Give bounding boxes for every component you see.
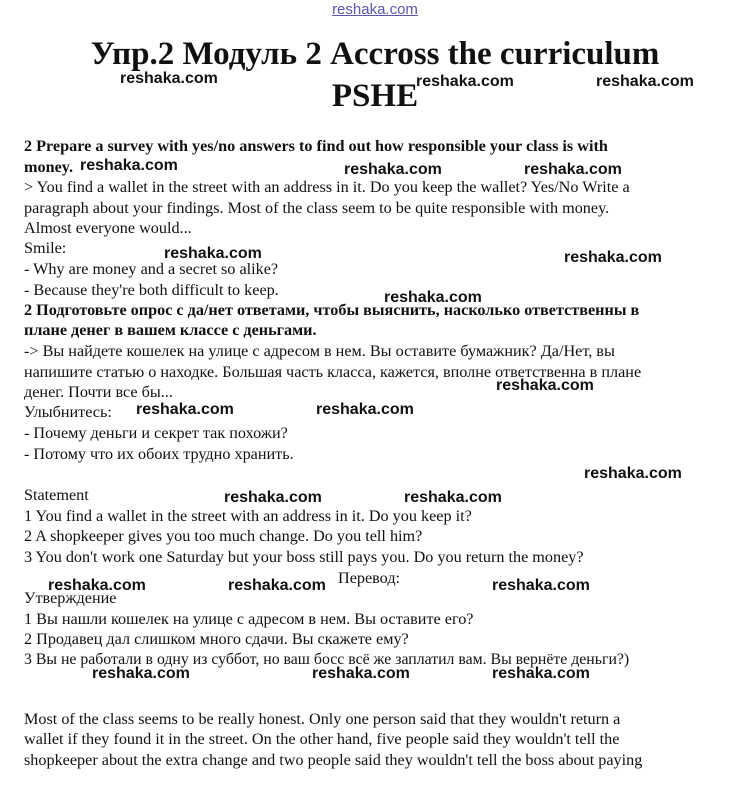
page-title-line1: Упр.2 Модуль 2 Accross the curriculum bbox=[90, 36, 660, 72]
findings-line2: wallet if they found it in the street. On the other hand, five people said they wouldn't tell the bbox=[24, 730, 620, 748]
watermark: reshaka.com bbox=[80, 157, 178, 174]
statement-3-en: 3 You don't work one Saturday but your boss still pays you. Do you return the money? bbox=[24, 548, 584, 566]
watermark: reshaka.com bbox=[164, 245, 262, 262]
joke-question-en: - Why are money and a secret so alike? bbox=[24, 260, 279, 278]
watermark: reshaka.com bbox=[584, 465, 682, 482]
watermark: reshaka.com bbox=[92, 665, 190, 682]
task-text-en-line3: Almost everyone would... bbox=[24, 219, 192, 237]
watermark: reshaka.com bbox=[312, 665, 410, 682]
watermark: reshaka.com bbox=[524, 161, 622, 178]
statement-1-ru: 1 Вы нашли кошелек на улице с адресом в нем. Вы оставите его? bbox=[24, 610, 474, 628]
watermark: reshaka.com bbox=[316, 401, 414, 418]
watermark: reshaka.com bbox=[492, 577, 590, 594]
task-text-en-line1: > You find a wallet in the street with an address in it. Do you keep the wallet? Yes/No Write a bbox=[24, 178, 630, 196]
statement-2-en: 2 A shopkeeper gives you too much change. Do you tell him? bbox=[24, 527, 423, 545]
watermark: reshaka.com bbox=[344, 161, 442, 178]
watermark: reshaka.com bbox=[136, 401, 234, 418]
task-heading-ru-line2: плане денег в вашем классе с деньгами. bbox=[24, 321, 317, 339]
task-heading-ru-line1: 2 Подготовьте опрос с да/нет ответами, чтобы выяснить, насколько ответственны в bbox=[24, 301, 640, 319]
watermark: reshaka.com bbox=[564, 249, 662, 266]
task-text-en-line2: paragraph about your findings. Most of the class seem to be quite responsible with money. bbox=[24, 199, 610, 217]
watermark: reshaka.com bbox=[384, 289, 482, 306]
smile-label-en: Smile: bbox=[24, 239, 67, 257]
watermark: reshaka.com bbox=[48, 577, 146, 594]
watermark: reshaka.com bbox=[228, 577, 326, 594]
statement-heading-ru: Утверждение bbox=[24, 589, 117, 607]
joke-answer-en: - Because they're both difficult to keep. bbox=[24, 281, 279, 299]
task-text-ru-line2: напишите статью о находке. Большая часть класса, кажется, вполне ответственна в плане bbox=[24, 363, 642, 381]
site-link[interactable]: reshaka.com bbox=[332, 1, 418, 18]
watermark: reshaka.com bbox=[492, 665, 590, 682]
findings-line1: Most of the class seems to be really honest. Only one person said that they wouldn't return a bbox=[24, 710, 621, 728]
translation-label: Перевод: bbox=[338, 569, 401, 587]
task-text-ru-line3: денег. Почти все бы... bbox=[24, 383, 173, 401]
watermark: reshaka.com bbox=[416, 73, 514, 90]
watermark: reshaka.com bbox=[120, 70, 218, 87]
statement-2-ru: 2 Продавец дал слишком много сдачи. Вы скажете ему? bbox=[24, 630, 409, 648]
watermark: reshaka.com bbox=[224, 489, 322, 506]
statement-1-en: 1 You find a wallet in the street with an address in it. Do you keep it? bbox=[24, 507, 472, 525]
findings-line3: shopkeeper about the extra change and two people said they wouldn't tell the boss about paying bbox=[24, 751, 643, 769]
statement-heading: Statement bbox=[24, 486, 89, 504]
joke-answer-ru: - Потому что их обоих трудно хранить. bbox=[24, 445, 294, 463]
joke-question-ru: - Почему деньги и секрет так похожи? bbox=[24, 424, 288, 442]
task-heading-en-line1: 2 Prepare a survey with yes/no answers to find out how responsible your class is with bbox=[24, 137, 608, 155]
task-text-ru-line1: -> Вы найдете кошелек на улице с адресом в нем. Вы оставите бумажник? Да/Нет, вы bbox=[24, 342, 615, 360]
watermark: reshaka.com bbox=[404, 489, 502, 506]
smile-label-ru: Улыбнитесь: bbox=[24, 403, 112, 421]
statement-3-ru: 3 Вы не работали в одну из суббот, но ваш босс всё же заплатил вам. Вы вернёте деньги?) bbox=[24, 651, 630, 668]
watermark: reshaka.com bbox=[596, 73, 694, 90]
watermark: reshaka.com bbox=[496, 377, 594, 394]
page-title-line2: PSHE bbox=[331, 78, 419, 114]
task-heading-en-line2: money. bbox=[24, 158, 74, 176]
